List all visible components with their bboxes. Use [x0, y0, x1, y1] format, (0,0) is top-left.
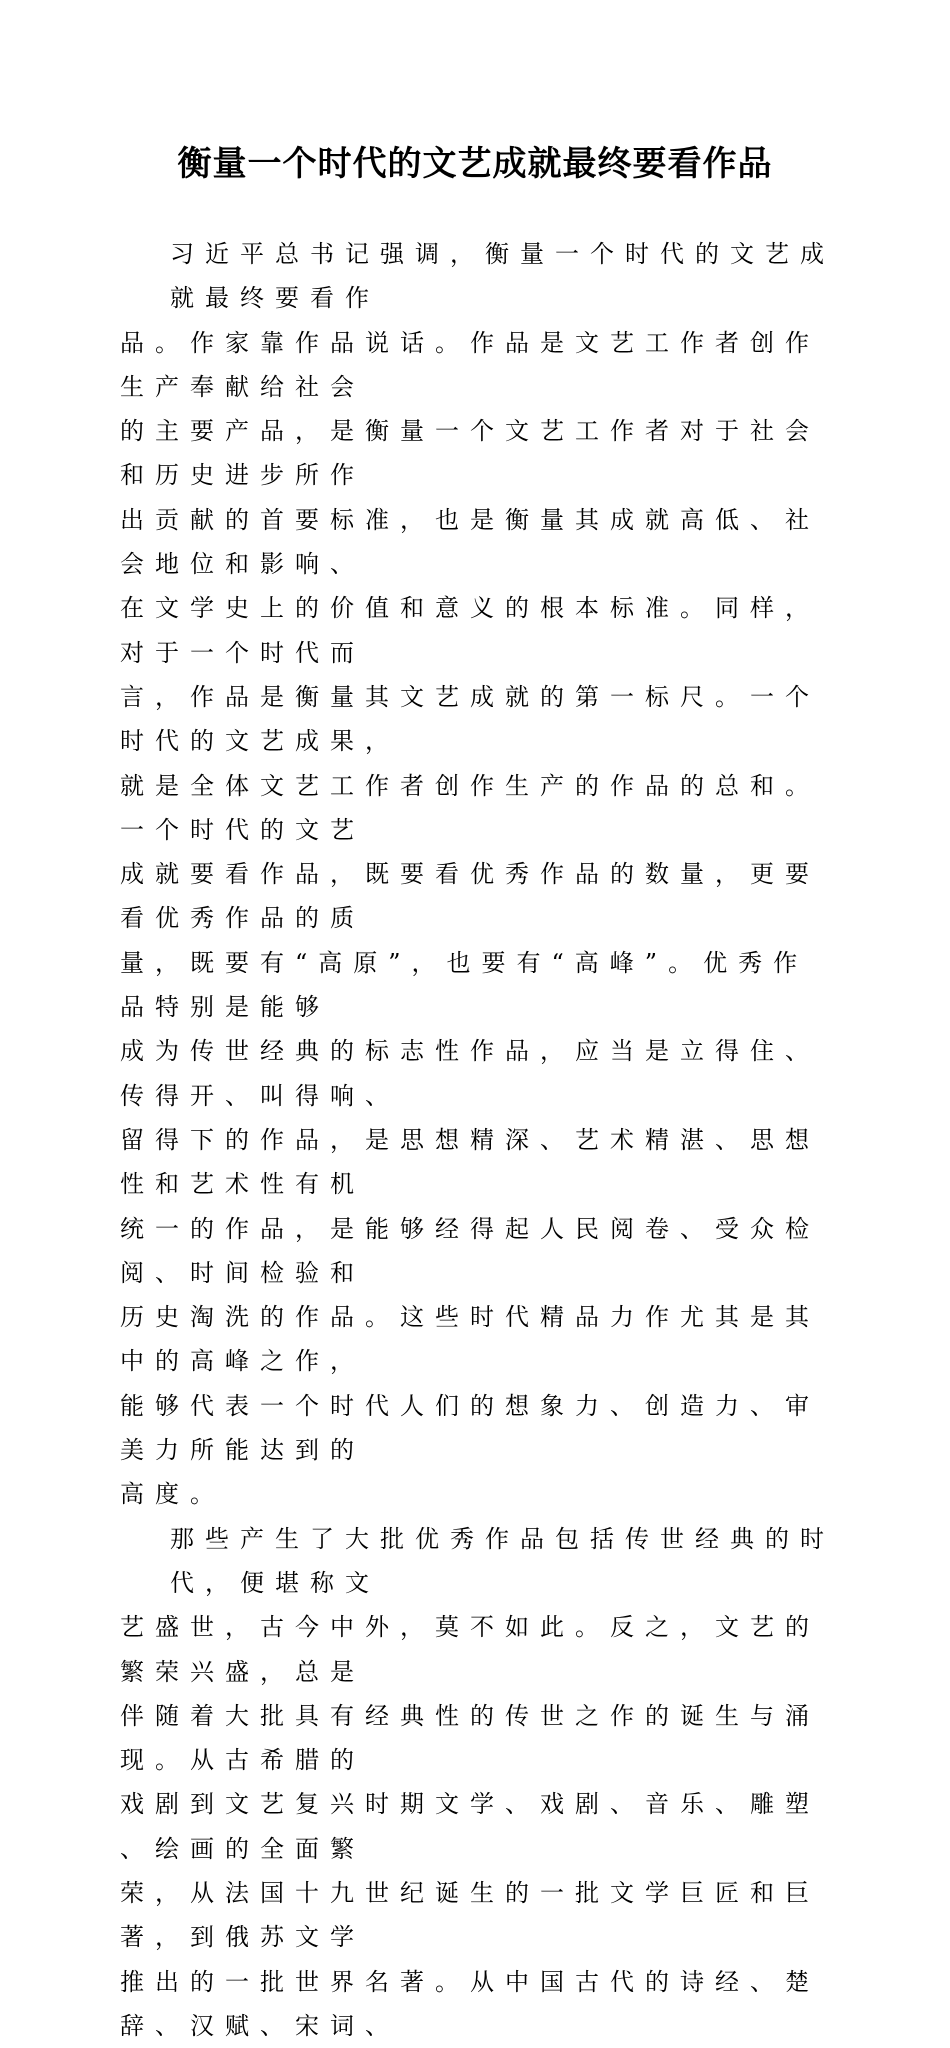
text-line: 荣，从法国十九世纪诞生的一批文学巨匠和巨著，到俄苏文学: [120, 1878, 820, 1952]
paragraph-1: [120, 232, 840, 1517]
text-line: 戏剧到文艺复兴时期文学、戏剧、音乐、雕塑、绘画的全面繁: [120, 1790, 820, 1863]
text-line: 统一的作品，是能够经得起人民阅卷、受众检阅、时间检验和: [120, 1214, 820, 1287]
text-line: 在文学史上的价值和意义的根本标准。同样，对于一个时代而: [120, 594, 820, 667]
text-line: 伴随着大批具有经典性的传世之作的诞生与涌现。从古希腊的: [120, 1701, 820, 1775]
text-line: 量，既要有“高原”，也要有“高峰”。优秀作品特别是能够: [120, 948, 809, 1022]
text-line: 出贡献的首要标准，也是衡量其成就高低、社会地位和影响、: [120, 505, 820, 579]
text-line: 成就要看作品，既要看优秀作品的数量，更要看优秀作品的质: [120, 860, 820, 933]
text-line: 成为传世经典的标志性作品，应当是立得住、传得开、叫得响、: [120, 1037, 820, 1110]
document-title: 衡量一个时代的文艺成就最终要看作品: [177, 144, 773, 184]
text-line: 的主要产品，是衡量一个文艺工作者对于社会和历史进步所作: [120, 417, 820, 490]
text-line: 言，作品是衡量其文艺成就的第一标尺。一个时代的文艺成果，: [120, 682, 820, 756]
text-line: 品。作家靠作品说话。作品是文艺工作者创作生产奉献给社会: [120, 328, 820, 401]
document-body: [120, 232, 840, 2048]
text-line: 能够代表一个时代人们的想象力、创造力、审美力所能达到的: [120, 1391, 820, 1465]
paragraph-2: [120, 1517, 840, 2048]
text-line: 艺盛世，古今中外，莫不如此。反之，文艺的繁荣兴盛，总是: [120, 1613, 820, 1686]
text-line: 习近平总书记强调，衡量一个时代的文艺成就最终要看作: [170, 240, 835, 313]
text-line: 就是全体文艺工作者创作生产的作品的总和。一个时代的文艺: [120, 771, 820, 844]
text-line: 高度。: [120, 1480, 225, 1509]
text-line: 那些产生了大批优秀作品包括传世经典的时代，便堪称文: [170, 1524, 835, 1597]
text-line: 历史淘洗的作品。这些时代精品力作尤其是其中的高峰之作，: [120, 1303, 820, 1376]
text-line: 推出的一批世界名著。从中国古代的诗经、楚辞、汉赋、宋词、: [120, 1967, 820, 2040]
text-line: 留得下的作品，是思想精深、艺术精湛、思想性和艺术性有机: [120, 1125, 820, 1199]
